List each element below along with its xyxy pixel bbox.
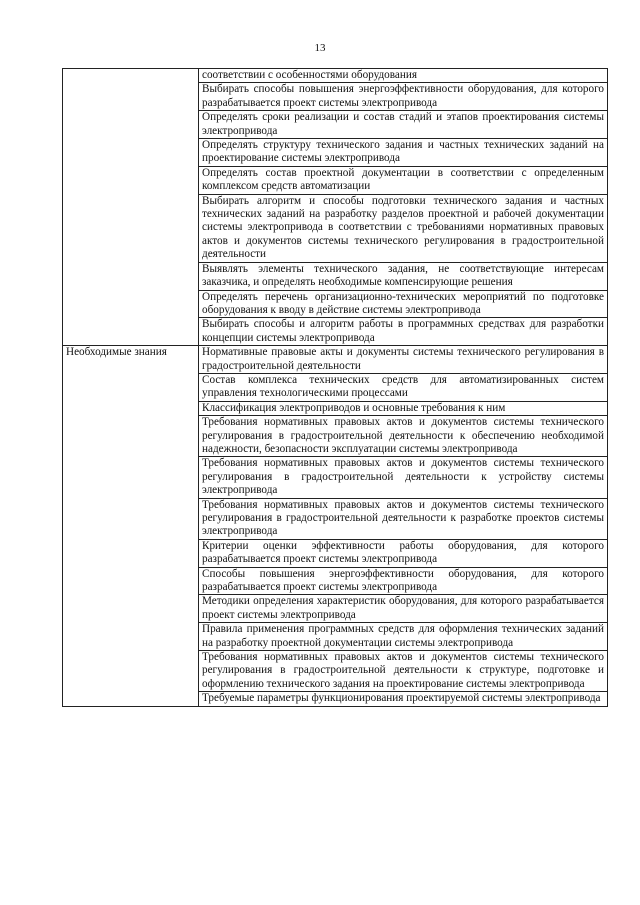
section-label: Необходимые знания (63, 346, 199, 707)
skill-item: Определять структуру технического задания и частных технических заданий на проектирование системы электропривода (199, 139, 608, 167)
knowledge-item: Требования нормативных правовых актов и документов системы технического регулирования в градостроительной деятельности к разработке проектов системы электропривода (199, 498, 608, 539)
knowledge-item: Способы повышения энергоэффективности оборудования, для которого разрабатывается проект системы электропривода (199, 567, 608, 595)
skill-item: Определять перечень организационно-технических мероприятий по подготовке оборудования к вводу в действие системы электропривода (199, 290, 608, 318)
knowledge-item: Требования нормативных правовых актов и документов системы технического регулирования в градостроительной деятельности к обеспечению необходимой надежности, безопасности эксплуатации системы электропривода (199, 416, 608, 457)
skill-item: Выбирать способы повышения энергоэффективности оборудования, для которого разрабатывается проект системы электропривода (199, 83, 608, 111)
table-row (63, 346, 608, 374)
table-row (63, 69, 608, 83)
knowledge-item: Требования нормативных правовых актов и документов системы технического регулирования в градостроительной деятельности к устройству системы электропривода (199, 457, 608, 498)
knowledge-item: Требуемые параметры функционирования проектируемой системы электропривода (199, 692, 608, 706)
knowledge-item: Правила применения программных средств для оформления технических заданий на разработку проектной документации системы электропривода (199, 623, 608, 651)
knowledge-item: Классификация электроприводов и основные требования к ним (199, 401, 608, 415)
knowledge-item: Критерии оценки эффективности работы оборудования, для которого разрабатывается проект системы электропривода (199, 539, 608, 567)
section-label-empty (63, 69, 199, 346)
page-number: 13 (314, 42, 326, 54)
skill-item: соответствии с особенностями оборудования (199, 69, 608, 83)
skill-item: Выбирать способы и алгоритм работы в программных средствах для разработки концепции системы электропривода (199, 318, 608, 346)
skill-item: Выбирать алгоритм и способы подготовки технического задания и частных технических заданий на разработку разделов проектной и рабочей документации системы электропривода в соответствии с требованиями нормативных правовых актов и документов системы технического регулирования в градостроительной деятельности (199, 194, 608, 262)
competency-table (62, 68, 608, 707)
knowledge-item: Методики определения характеристик оборудования, для которого разрабатывается проект системы электропривода (199, 595, 608, 623)
knowledge-item: Требования нормативных правовых актов и документов системы технического регулирования в градостроительной деятельности к структуре, подготовке и оформлению технического задания на проектирование системы электропривода (199, 651, 608, 692)
skill-item: Определять сроки реализации и состав стадий и этапов проектирования системы электропривода (199, 111, 608, 139)
competency-table-body (63, 69, 608, 707)
skill-item: Определять состав проектной документации в соответствии с определенным комплексом средств автоматизации (199, 166, 608, 194)
knowledge-item: Нормативные правовые акты и документы системы технического регулирования в градостроительной деятельности (199, 346, 608, 374)
skill-item: Выявлять элементы технического задания, не соответствующие интересам заказчика, и определять необходимые компенсирующие решения (199, 262, 608, 290)
knowledge-item: Состав комплекса технических средств для автоматизированных систем управления технологическими процессами (199, 373, 608, 401)
